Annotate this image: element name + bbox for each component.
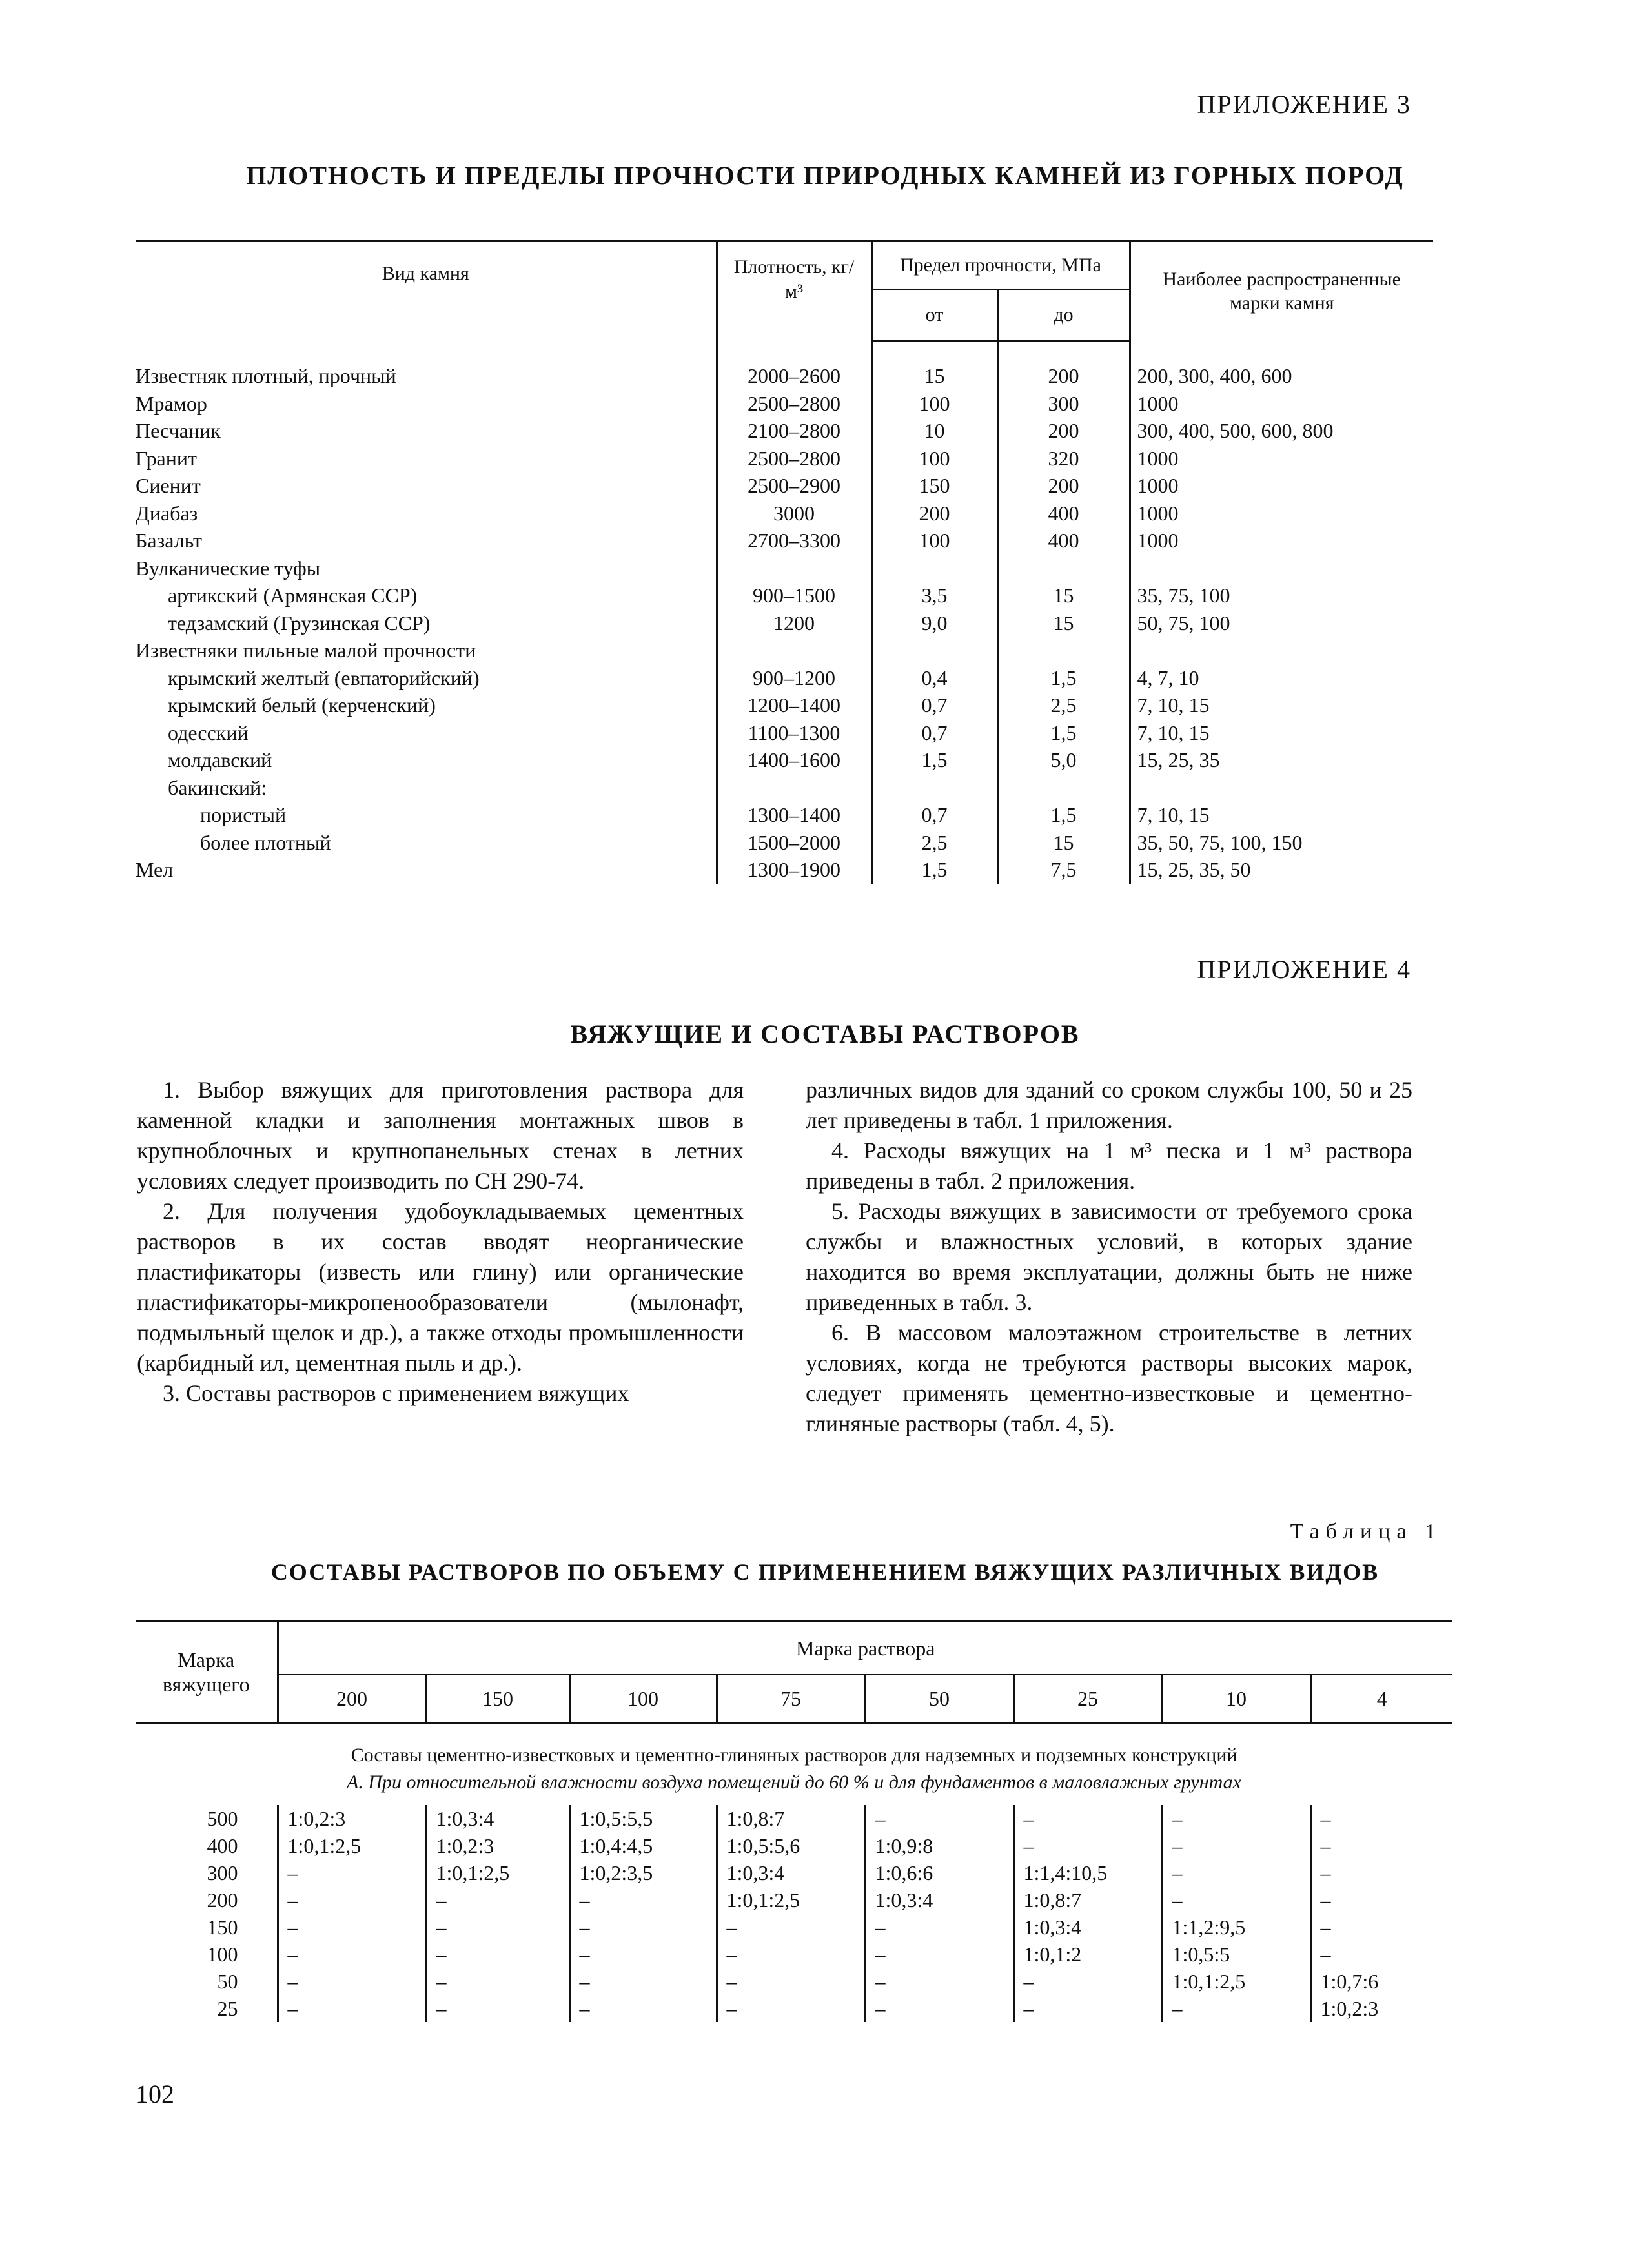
header-kind: Вид камня [136,241,717,341]
mix-ratio: – [1162,1886,1310,1914]
stone-row [136,774,1433,802]
stone-strength-to: 2,5 [997,691,1130,719]
stone-strength-to: 320 [997,445,1130,473]
stone-name: пористый [200,803,287,827]
stone-row [136,801,1433,829]
stone-strength-to: 7,5 [997,856,1130,884]
binder-grade: 100 [207,1943,238,1966]
stone-brands: 50, 75, 100 [1130,609,1433,637]
mix-ratio: 1:0,5:5 [1162,1941,1310,1968]
mix-ratio: 1:0,6:6 [865,1859,1013,1886]
mix-ratio: – [1310,1832,1452,1859]
stone-brands [1130,555,1433,582]
mortar-grade-header: 150 [426,1675,569,1723]
header-from: от [871,289,997,341]
text-column-right [806,1075,1412,1439]
mix-ratio: – [426,1941,569,1968]
mix-ratio: – [569,1941,717,1968]
stone-brands: 1000 [1130,500,1433,527]
stone-density: 1500–2000 [717,829,871,857]
mix-ratio: – [569,1995,717,2022]
stone-strength-from: 10 [871,417,997,445]
stone-row [136,445,1433,473]
header-density: Плотность, кг/м³ [717,241,871,341]
binder-grade: 25 [217,1997,238,2020]
mix-ratio: – [1310,1805,1452,1832]
stone-strength-to: 15 [997,609,1130,637]
mortar-row [136,1941,1452,1968]
mortar-grade-header: 10 [1162,1675,1310,1723]
mix-ratio: 1:0,2:3 [278,1805,426,1832]
mortar-grade-header: 100 [569,1675,717,1723]
stone-strength-from: 1,5 [871,746,997,774]
stone-name: Известняк плотный, прочный [136,363,396,387]
header-mortar-grade: Марка раствора [278,1622,1452,1675]
binder-grade: 200 [207,1888,238,1912]
binder-grade: 500 [207,1807,238,1830]
mix-ratio: 1:1,4:10,5 [1013,1859,1162,1886]
stone-name: Вулканические туфы [136,556,321,580]
stone-name: крымский белый (керченский) [168,693,436,717]
stone-strength-from: 150 [871,472,997,500]
mix-ratio: – [1013,1832,1162,1859]
stone-brands: 1000 [1130,527,1433,555]
mix-ratio: – [569,1968,717,1995]
binder-grade: 150 [207,1916,238,1939]
stone-row [136,555,1433,582]
stone-name: Песчаник [136,419,221,443]
paragraph: 3. Составы растворов с применением вяжущих [163,1380,629,1406]
appendix3-label: ПРИЛОЖЕНИЕ 3 [1197,90,1411,119]
mix-ratio: 1:0,3:4 [717,1859,865,1886]
mix-ratio: 1:0,2:3 [426,1832,569,1859]
stone-brands [1130,774,1433,802]
stone-brands: 1000 [1130,472,1433,500]
header-strength: Предел прочности, МПа [871,241,1130,290]
mix-ratio: – [1310,1886,1452,1914]
stone-density: 3000 [717,500,871,527]
appendix3-title: ПЛОТНОСТЬ И ПРЕДЕЛЫ ПРОЧНОСТИ ПРИРОДНЫХ КАМНЕЙ ИЗ ГОРНЫХ ПОРОД [246,161,1404,190]
appendix4-label: ПРИЛОЖЕНИЕ 4 [1197,955,1411,984]
mix-ratio: – [278,1886,426,1914]
stone-brands: 7, 10, 15 [1130,801,1433,829]
stone-row [136,582,1433,609]
stone-strength-from: 15 [871,341,997,390]
stone-name: более плотный [200,830,331,854]
stone-strength-from: 200 [871,500,997,527]
mortar-row [136,1995,1452,2022]
mix-ratio: – [426,1995,569,2022]
mortar-row [136,1832,1452,1859]
stone-name: тедзамский (Грузинская ССР) [168,611,431,635]
stone-brands: 200, 300, 400, 600 [1130,341,1433,390]
stone-strength-from [871,637,997,664]
mix-ratio: – [278,1941,426,1968]
stone-row [136,609,1433,637]
mix-ratio: – [1013,1995,1162,2022]
mix-ratio: – [426,1968,569,1995]
stone-density: 1400–1600 [717,746,871,774]
mix-ratio: – [1162,1859,1310,1886]
mix-ratio: – [717,1995,865,2022]
stone-row [136,390,1433,418]
paragraph: 2. Для получения удобоукладываемых цементных растворов в их состав вводят неорганические пластификаторы (известь или глину) или органические пластификаторы-микропенообразователи (мылонафт, подмыльный щелок и др.), а также отходы промышленности (карбидный ил, цементная пыль и др.). [137,1198,744,1376]
mix-ratio: 1:0,5:5,5 [569,1805,717,1832]
stone-density: 1300–1400 [717,801,871,829]
stone-brands: 35, 75, 100 [1130,582,1433,609]
stone-strength-to: 15 [997,829,1130,857]
mix-ratio: – [865,1995,1013,2022]
stones-table-body [136,341,1433,884]
mix-ratio: 1:0,2:3,5 [569,1859,717,1886]
mortar-row [136,1805,1452,1832]
appendix4-title: ВЯЖУЩИЕ И СОСТАВЫ РАСТВОРОВ [570,1019,1080,1048]
stone-strength-to [997,637,1130,664]
stone-name: Мел [136,858,174,882]
mix-ratio: – [569,1886,717,1914]
mix-ratio: – [569,1914,717,1941]
mix-ratio: – [1310,1859,1452,1886]
stone-row [136,691,1433,719]
paragraph: 5. Расходы вяжущих в зависимости от требуемого срока службы и влажностных условий, в которых здание находится во время эксплуатации, должны быть не ниже приведенных в табл. 3. [806,1198,1412,1315]
stone-brands: 7, 10, 15 [1130,719,1433,747]
mix-ratio: – [717,1914,865,1941]
mix-ratio: – [426,1914,569,1941]
stone-name: артикский (Армянская ССР) [168,584,418,608]
stone-name: одесский [168,720,249,744]
stone-brands: 15, 25, 35, 50 [1130,856,1433,884]
mix-ratio: – [1310,1941,1452,1968]
stone-strength-to: 200 [997,472,1130,500]
mix-ratio: 1:0,1:2,5 [278,1832,426,1859]
stones-table [136,240,1433,884]
paragraph: 4. Расходы вяжущих на 1 м³ песка и 1 м³ раствора приведены в табл. 2 приложения. [806,1138,1412,1194]
stone-brands: 15, 25, 35 [1130,746,1433,774]
stone-density: 1300–1900 [717,856,871,884]
mortar-grade-header: 4 [1310,1675,1452,1723]
stone-strength-from: 100 [871,390,997,418]
mix-ratio: 1:0,8:7 [1013,1886,1162,1914]
stone-name: бакинский: [168,775,267,799]
mortar-grade-header: 25 [1013,1675,1162,1723]
mix-ratio: 1:0,1:2,5 [1162,1968,1310,1995]
mix-ratio: 1:0,1:2 [1013,1941,1162,1968]
stone-name: Мрамор [136,391,207,415]
stone-row [136,719,1433,747]
mortar-row [136,1886,1452,1914]
stone-strength-from: 2,5 [871,829,997,857]
mix-ratio: – [278,1968,426,1995]
binder-grade: 400 [207,1834,238,1857]
mix-ratio: 1:0,3:4 [426,1805,569,1832]
stone-density [717,774,871,802]
stone-brands: 1000 [1130,445,1433,473]
stone-strength-to: 300 [997,390,1130,418]
mortar-row [136,1859,1452,1886]
mortar-grade-header: 50 [865,1675,1013,1723]
mix-ratio: – [865,1941,1013,1968]
mix-ratio: 1:1,2:9,5 [1162,1914,1310,1941]
stone-name: Сиенит [136,474,201,498]
stone-density: 2500–2900 [717,472,871,500]
stone-strength-from: 3,5 [871,582,997,609]
text-column-left [137,1075,744,1409]
paragraph: 1. Выбор вяжущих для приготовления раствора для каменной кладки и заполнения монтажных швов в крупноблочных и крупнопанельных стенах в летних условиях следует производить по СН 290-74. [137,1077,744,1194]
stone-strength-to [997,555,1130,582]
stone-strength-from [871,555,997,582]
mix-ratio: 1:0,1:2,5 [426,1859,569,1886]
stone-density: 2700–3300 [717,527,871,555]
stone-strength-from: 9,0 [871,609,997,637]
mix-ratio: – [278,1995,426,2022]
mix-ratio: 1:0,7:6 [1310,1968,1452,1995]
stone-brands: 300, 400, 500, 600, 800 [1130,417,1433,445]
stone-strength-from: 100 [871,445,997,473]
stone-row [136,500,1433,527]
header-to: до [997,289,1130,341]
mix-ratio: – [1013,1805,1162,1832]
header-brands: Наиболее распространенные марки камня [1130,241,1433,341]
stone-density [717,555,871,582]
mix-ratio: – [1013,1968,1162,1995]
stone-density: 1100–1300 [717,719,871,747]
mortar-row [136,1968,1452,1995]
mix-ratio: – [865,1968,1013,1995]
stone-density: 2500–2800 [717,390,871,418]
mix-ratio: – [717,1968,865,1995]
stone-brands: 1000 [1130,390,1433,418]
mortar-table [136,1620,1452,2022]
stone-strength-to: 15 [997,582,1130,609]
mix-ratio: 1:0,3:4 [1013,1914,1162,1941]
subsection-title: А. При относительной влажности воздуха помещений до 60 % и для фундаментов в маловлажных грунтах [347,1772,1241,1793]
mix-ratio: – [1162,1995,1310,2022]
stone-row [136,527,1433,555]
mix-ratio: – [1310,1914,1452,1941]
stone-strength-from [871,774,997,802]
mix-ratio: – [865,1914,1013,1941]
stone-strength-from: 0,7 [871,719,997,747]
mix-ratio: – [865,1805,1013,1832]
stone-row [136,829,1433,857]
mix-ratio: 1:0,8:7 [717,1805,865,1832]
header-binder-grade: Марка вяжущего [136,1622,278,1723]
stone-strength-to: 5,0 [997,746,1130,774]
stone-name: молдавский [168,748,272,772]
stone-brands: 4, 7, 10 [1130,664,1433,692]
mix-ratio: 1:0,1:2,5 [717,1886,865,1914]
paragraph: различных видов для зданий со сроком службы 100, 50 и 25 лет приведены в табл. 1 приложения. [806,1077,1412,1133]
stone-name: крымский желтый (евпаторийский) [168,666,480,690]
binder-grade: 50 [217,1970,238,1993]
stone-row [136,417,1433,445]
mortar-grade-header: 75 [717,1675,865,1723]
stone-name: Диабаз [136,501,198,525]
stone-strength-to [997,774,1130,802]
stone-density: 2000–2600 [717,341,871,390]
stone-density: 2100–2800 [717,417,871,445]
stone-row [136,856,1433,884]
stone-strength-to: 200 [997,417,1130,445]
stone-density [717,637,871,664]
stone-strength-to: 400 [997,500,1130,527]
paragraph: 6. В массовом малоэтажном строительстве в летних условиях, когда не требуются растворы высоких марок, следует применять цементно-известковые и цементно-глиняные растворы (табл. 4, 5). [806,1320,1412,1436]
stone-name: Гранит [136,446,197,470]
stone-row [136,637,1433,664]
stone-row [136,746,1433,774]
stone-density: 900–1200 [717,664,871,692]
stone-name: Базальт [136,529,203,553]
stone-strength-from: 0,4 [871,664,997,692]
stone-strength-from: 100 [871,527,997,555]
stone-density: 2500–2800 [717,445,871,473]
stone-brands: 7, 10, 15 [1130,691,1433,719]
mix-ratio: – [278,1914,426,1941]
table1-label: Таблица 1 [1290,1520,1442,1544]
stone-strength-to: 1,5 [997,801,1130,829]
mix-ratio: – [717,1941,865,1968]
stone-row [136,341,1433,390]
page-number: 102 [136,2079,174,2109]
mix-ratio: – [1162,1805,1310,1832]
stone-density: 1200 [717,609,871,637]
stone-strength-to: 200 [997,341,1130,390]
mix-ratio: 1:0,4:4,5 [569,1832,717,1859]
table1-title: СОСТАВЫ РАСТВОРОВ ПО ОБЪЕМУ С ПРИМЕНЕНИЕМ ВЯЖУЩИХ РАЗЛИЧНЫХ ВИДОВ [270,1559,1380,1585]
stone-brands [1130,637,1433,664]
mortar-grade-header: 200 [278,1675,426,1723]
stone-strength-from: 0,7 [871,691,997,719]
mix-ratio: 1:0,3:4 [865,1886,1013,1914]
binder-grade: 300 [207,1861,238,1885]
stone-density: 900–1500 [717,582,871,609]
stone-row [136,664,1433,692]
stone-name: Известняки пильные малой прочности [136,639,476,662]
mix-ratio: 1:0,9:8 [865,1832,1013,1859]
mix-ratio: – [278,1859,426,1886]
stone-strength-to: 1,5 [997,664,1130,692]
stone-strength-to: 400 [997,527,1130,555]
section-title: Составы цементно-известковых и цементно-глиняных растворов для надземных и подземных конструкций [351,1744,1238,1766]
mix-ratio: 1:0,2:3 [1310,1995,1452,2022]
stone-density: 1200–1400 [717,691,871,719]
stone-brands: 35, 50, 75, 100, 150 [1130,829,1433,857]
stone-strength-from: 1,5 [871,856,997,884]
mix-ratio: 1:0,5:5,6 [717,1832,865,1859]
stone-strength-from: 0,7 [871,801,997,829]
mortar-row [136,1914,1452,1941]
mix-ratio: – [1162,1832,1310,1859]
mix-ratio: – [426,1886,569,1914]
stone-strength-to: 1,5 [997,719,1130,747]
stone-row [136,472,1433,500]
